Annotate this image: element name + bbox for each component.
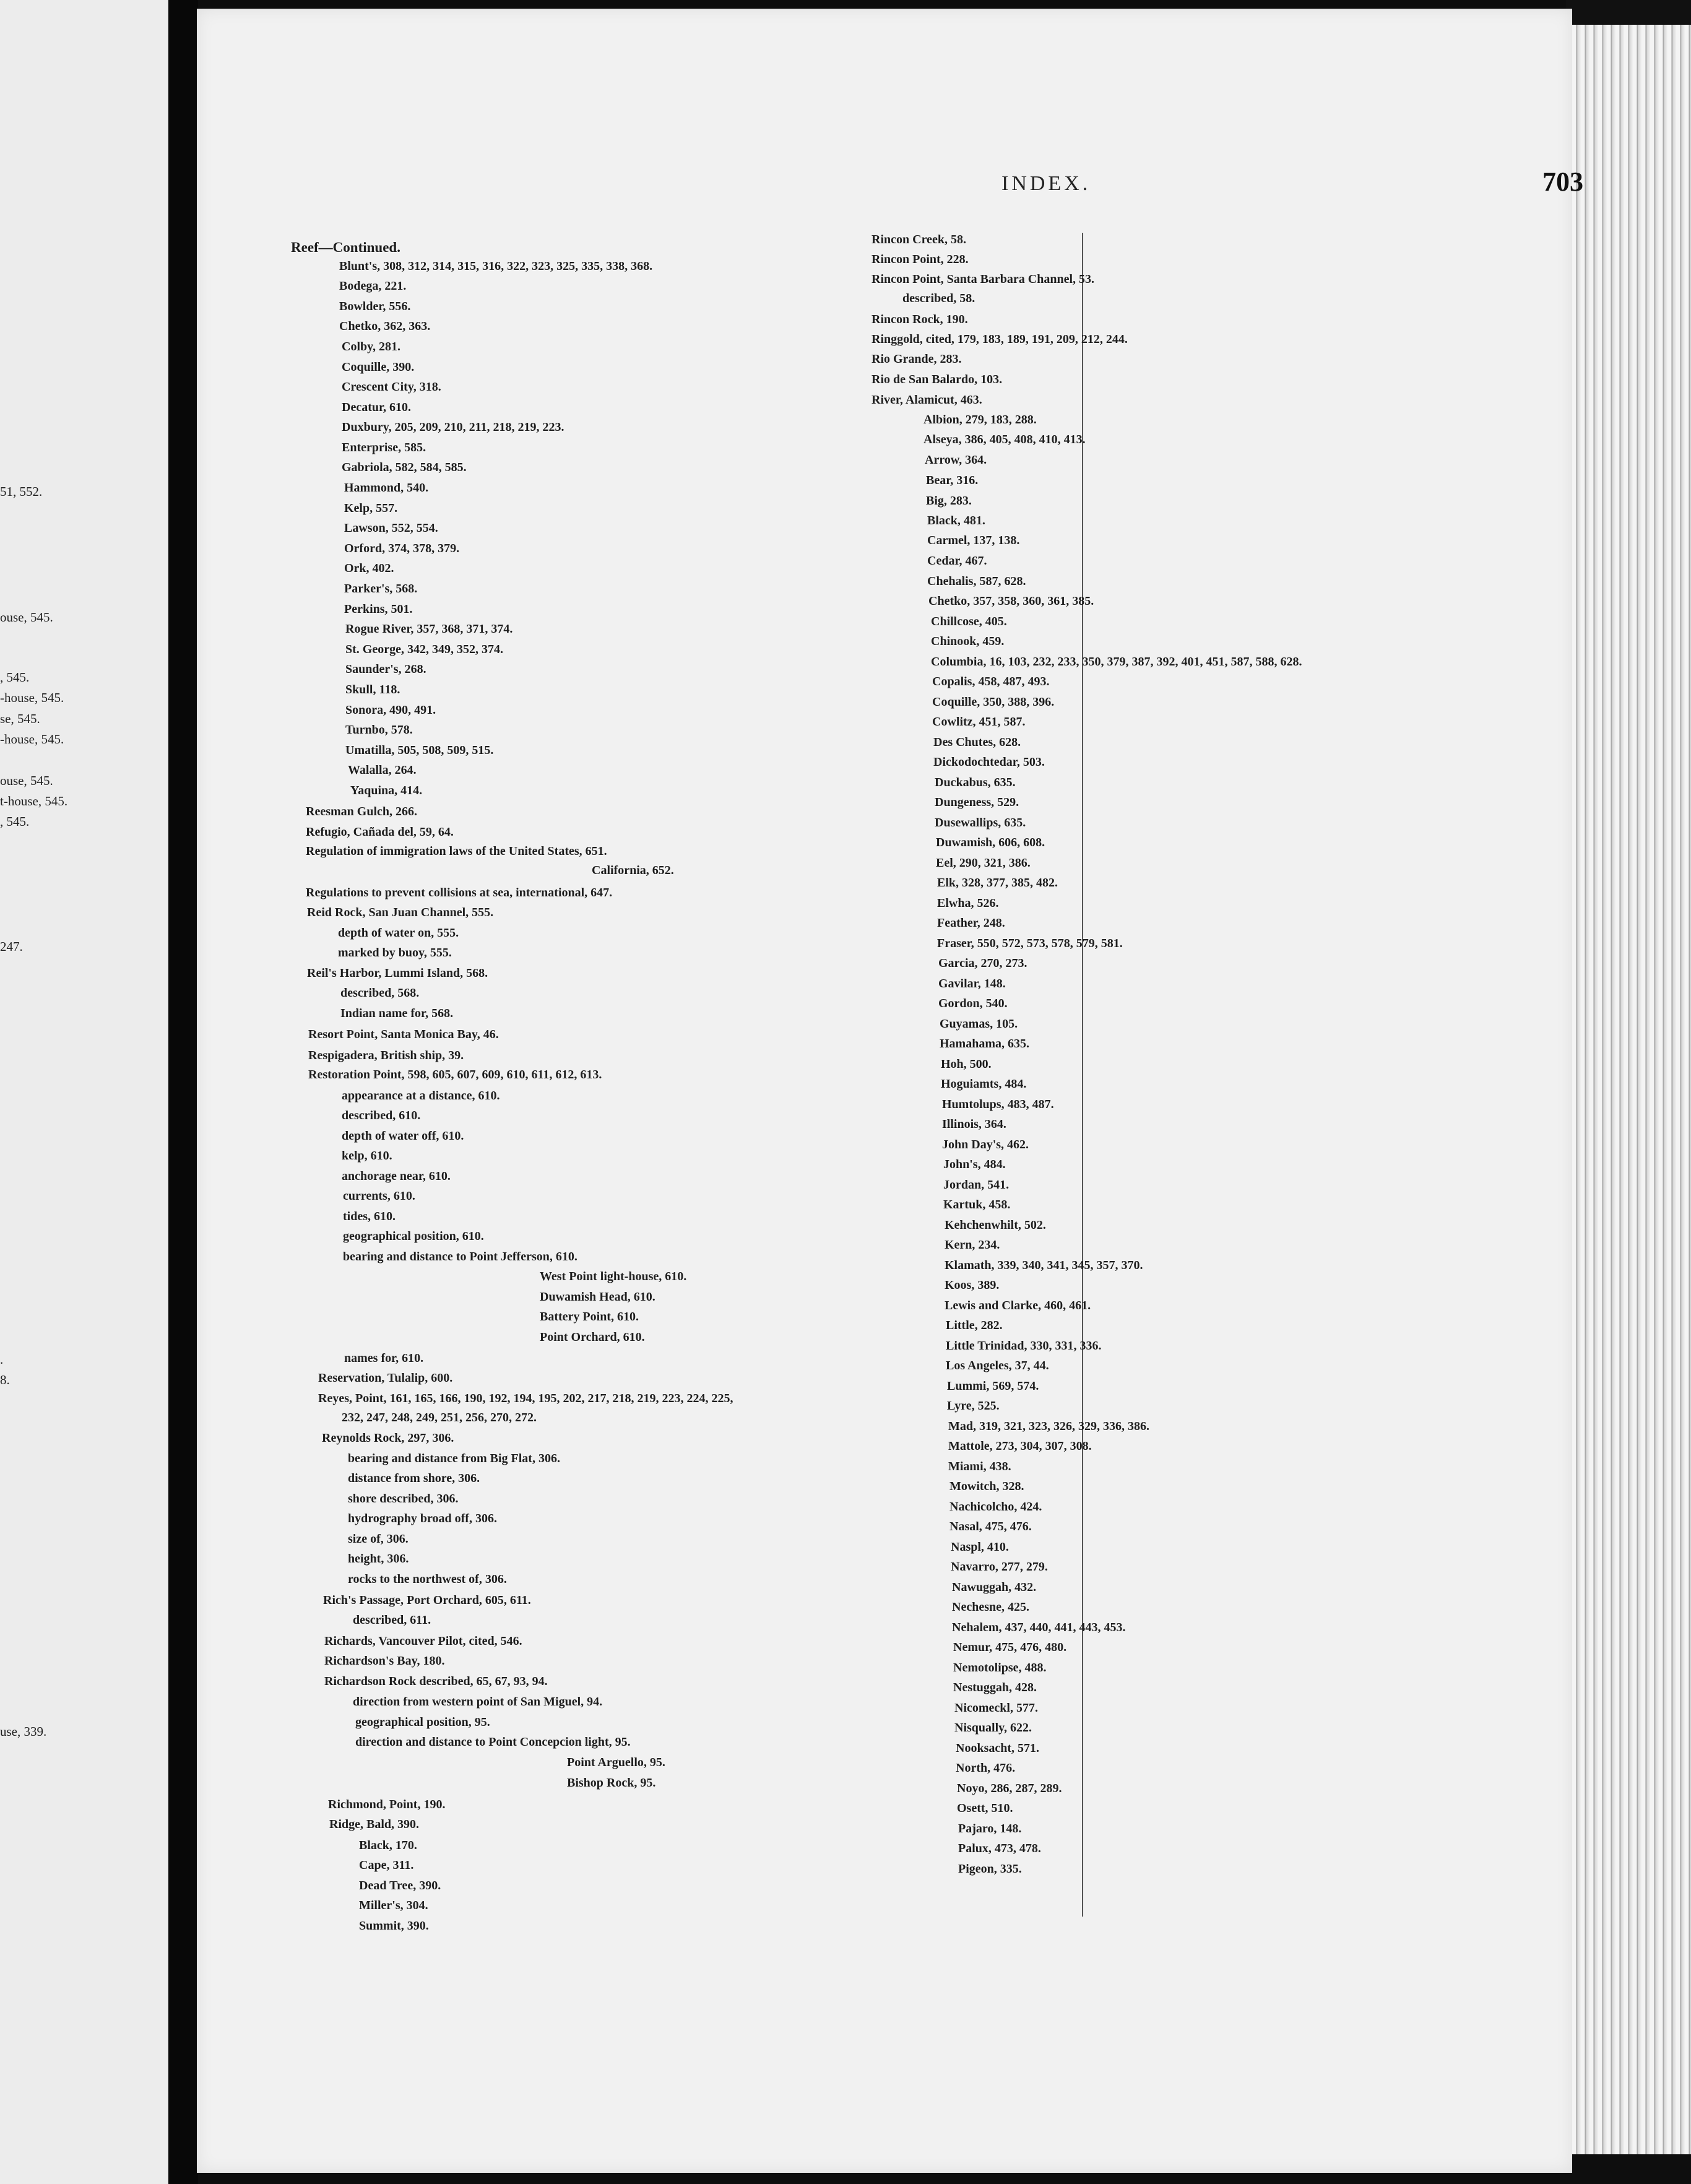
index-left-entry: Indian name for, 568.	[340, 1007, 454, 1020]
index-left-entry: geographical position, 95.	[355, 1715, 490, 1729]
index-right-entry: Rincon Creek, 58.	[871, 233, 966, 246]
index-left-entry: California, 652.	[592, 864, 674, 877]
index-left-entry: Bodega, 221.	[339, 279, 407, 293]
index-left-entry: Turnbo, 578.	[345, 723, 413, 737]
index-right-entry: Dungeness, 529.	[935, 795, 1019, 809]
index-left-entry: Reid Rock, San Juan Channel, 555.	[307, 906, 494, 919]
index-right-entry: Chinook, 459.	[931, 635, 1005, 648]
index-left-entry: Rogue River, 357, 368, 371, 374.	[345, 622, 513, 636]
index-right-entry: Lyre, 525.	[947, 1399, 1000, 1413]
index-right-entry: Chehalis, 587, 628.	[927, 574, 1026, 588]
index-left-entry: tides, 610.	[343, 1210, 396, 1223]
previous-page-fragment: ouse, 545.	[0, 773, 53, 788]
index-left-entry: Ridge, Bald, 390.	[329, 1818, 420, 1831]
index-right-entry: Big, 283.	[926, 494, 972, 508]
index-right-entry: North, 476.	[956, 1761, 1016, 1775]
index-left-entry: Yaquina, 414.	[350, 784, 423, 797]
index-right-entry: Arrow, 364.	[925, 453, 987, 467]
index-right-entry: Kehchenwhilt, 502.	[945, 1218, 1046, 1232]
index-left-entry: Skull, 118.	[345, 683, 400, 696]
index-left-entry: Point Arguello, 95.	[567, 1756, 665, 1769]
index-right-entry: Carmel, 137, 138.	[927, 534, 1020, 547]
index-left-entry: Summit, 390.	[359, 1919, 429, 1933]
index-right-entry: Guyamas, 105.	[940, 1017, 1018, 1031]
index-left-entry: Regulations to prevent collisions at sea, international, 647.	[306, 886, 613, 899]
index-left-entry: West Point light-house, 610.	[540, 1270, 687, 1283]
index-right-entry: Little, 282.	[946, 1319, 1003, 1332]
index-right-entry: Nachicolcho, 424.	[949, 1500, 1042, 1514]
index-right-entry: Jordan, 541.	[943, 1178, 1010, 1192]
index-left-entry: Parker's, 568.	[344, 582, 418, 596]
index-left-entry: Crescent City, 318.	[342, 380, 441, 394]
index-right-entry: Elwha, 526.	[937, 896, 999, 910]
index-right-entry: Lewis and Clarke, 460, 461.	[945, 1299, 1091, 1312]
index-right-entry: Mattole, 273, 304, 307, 308.	[948, 1439, 1092, 1453]
previous-page-fragment: -house, 545.	[0, 732, 64, 747]
index-right-entry: Feather, 248.	[937, 916, 1005, 930]
book-gutter	[168, 0, 198, 2184]
index-right-entry: Rio de San Balardo, 103.	[871, 373, 1003, 386]
index-left-entry: Blunt's, 308, 312, 314, 315, 316, 322, 323, 325, 335, 338, 368.	[339, 259, 653, 273]
index-right-entry: Rio Grande, 283.	[871, 352, 962, 366]
index-left-entry: height, 306.	[348, 1552, 409, 1566]
index-left-entry: shore described, 306.	[348, 1492, 459, 1506]
index-right-entry: described, 58.	[902, 292, 975, 305]
index-left-entry: Perkins, 501.	[344, 602, 413, 616]
index-right-entry: Rincon Point, Santa Barbara Channel, 53.	[871, 272, 1095, 286]
index-left-entry: Richmond, Point, 190.	[328, 1798, 446, 1811]
index-left-entry: Sonora, 490, 491.	[345, 703, 436, 717]
index-right-entry: Los Angeles, 37, 44.	[946, 1359, 1049, 1372]
index-left-entry: Coquille, 390.	[342, 360, 415, 374]
page-number: 703	[1542, 167, 1583, 197]
index-right-entry: Osett, 510.	[957, 1801, 1013, 1815]
page-header-title: INDEX.	[1001, 172, 1091, 195]
index-right-entry: John's, 484.	[943, 1158, 1006, 1171]
previous-page-fragment: se, 545.	[0, 711, 40, 726]
index-right-entry: Eel, 290, 321, 386.	[936, 856, 1031, 870]
previous-page-fragment: 51, 552.	[0, 484, 43, 499]
index-left-entry: described, 611.	[353, 1613, 431, 1627]
index-left-entry: Bishop Rock, 95.	[567, 1776, 656, 1790]
index-left-entry: depth of water on, 555.	[338, 926, 459, 940]
index-right-entry: Bear, 316.	[926, 474, 979, 487]
index-left-entry: described, 568.	[340, 986, 420, 1000]
index-right-entry: Cowlitz, 451, 587.	[932, 715, 1026, 729]
index-right-entry: Noyo, 286, 287, 289.	[957, 1782, 1062, 1795]
index-left-entry: marked by buoy, 555.	[338, 946, 452, 960]
index-left-entry: Reesman Gulch, 266.	[306, 805, 417, 818]
index-left-entry: described, 610.	[342, 1109, 421, 1122]
index-left-entry: Enterprise, 585.	[342, 441, 426, 454]
index-right-entry: Miami, 438.	[948, 1460, 1011, 1473]
index-left-entry: Dead Tree, 390.	[359, 1879, 441, 1892]
index-right-entry: Nehalem, 437, 440, 441, 443, 453.	[952, 1621, 1126, 1634]
previous-page-fragment: ouse, 545.	[0, 610, 53, 625]
index-left-entry: Richards, Vancouver Pilot, cited, 546.	[324, 1634, 522, 1648]
index-right-entry: Nawuggah, 432.	[952, 1580, 1037, 1594]
index-left-entry: Reil's Harbor, Lummi Island, 568.	[307, 966, 488, 980]
index-left-entry: Miller's, 304.	[359, 1899, 428, 1912]
index-right-entry: Albion, 279, 183, 288.	[923, 413, 1037, 427]
index-right-entry: Lummi, 569, 574.	[947, 1379, 1039, 1393]
index-left-entry: direction from western point of San Miguel, 94.	[353, 1695, 603, 1709]
index-right-entry: Illinois, 364.	[942, 1117, 1006, 1131]
previous-page-edge	[0, 0, 168, 2184]
index-left-entry: currents, 610.	[343, 1189, 415, 1203]
index-right-entry: Hoguiamts, 484.	[941, 1077, 1027, 1091]
index-left-entry: Duxbury, 205, 209, 210, 211, 218, 219, 223.	[342, 420, 564, 434]
index-right-entry: Coquille, 350, 388, 396.	[932, 695, 1055, 709]
index-right-entry: Gordon, 540.	[938, 997, 1008, 1010]
previous-page-fragment: use, 339.	[0, 1724, 47, 1739]
index-left-entry: Bowlder, 556.	[339, 300, 411, 313]
index-right-entry: Elk, 328, 377, 385, 482.	[937, 876, 1058, 890]
index-left-entry: Reef—Continued.	[291, 240, 400, 255]
previous-page-fragment: , 545.	[0, 814, 30, 829]
index-left-entry: Decatur, 610.	[342, 401, 412, 414]
previous-page-fragment: .	[0, 1352, 4, 1367]
index-left-entry: Lawson, 552, 554.	[344, 521, 438, 535]
index-left-entry: kelp, 610.	[342, 1149, 392, 1163]
index-right-entry: Alseya, 386, 405, 408, 410, 413.	[923, 433, 1086, 446]
previous-page-fragment: t-house, 545.	[0, 794, 68, 808]
index-right-entry: Rincon Point, 228.	[871, 253, 969, 266]
index-right-entry: Copalis, 458, 487, 493.	[932, 675, 1050, 688]
index-left-entry: bearing and distance from Big Flat, 306.	[348, 1452, 560, 1465]
index-right-entry: Rincon Rock, 190.	[871, 313, 968, 326]
index-right-entry: Fraser, 550, 572, 573, 578, 579, 581.	[937, 937, 1123, 950]
index-left-entry: Umatilla, 505, 508, 509, 515.	[345, 743, 494, 757]
index-left-entry: Hammond, 540.	[344, 481, 429, 495]
index-left-entry: size of, 306.	[348, 1532, 409, 1546]
index-left-entry: Chetko, 362, 363.	[339, 319, 431, 333]
index-left-entry: Ork, 402.	[344, 561, 394, 575]
index-right-entry: Humtolups, 483, 487.	[942, 1098, 1054, 1111]
index-right-entry: Chillcose, 405.	[931, 615, 1007, 628]
index-right-entry: Dusewallips, 635.	[935, 816, 1026, 830]
page-edges	[1572, 25, 1691, 2154]
index-page	[197, 9, 1583, 2173]
index-right-entry: Columbia, 16, 103, 232, 233, 350, 379, 387, 392, 401, 451, 587, 588, 628.	[931, 655, 1302, 669]
index-left-entry: Restoration Point, 598, 605, 607, 609, 610, 611, 612, 613.	[308, 1068, 602, 1081]
previous-page-fragment: 8.	[0, 1372, 10, 1387]
index-left-entry: Rich's Passage, Port Orchard, 605, 611.	[323, 1593, 531, 1607]
index-right-entry: Nasal, 475, 476.	[949, 1520, 1032, 1533]
index-right-entry: Duwamish, 606, 608.	[936, 836, 1045, 849]
index-right-entry: Duckabus, 635.	[935, 776, 1016, 789]
index-right-entry: Pajaro, 148.	[958, 1822, 1022, 1835]
index-left-entry: St. George, 342, 349, 352, 374.	[345, 643, 503, 656]
page-edges-shadow	[1566, 0, 1691, 25]
index-right-entry: Nemotolipse, 488.	[953, 1661, 1047, 1675]
index-left-entry: Cape, 311.	[359, 1858, 414, 1872]
index-right-entry: Pigeon, 335.	[958, 1862, 1022, 1876]
index-left-entry: bearing and distance to Point Jefferson, 610.	[343, 1250, 577, 1263]
index-left-entry: Colby, 281.	[342, 340, 401, 353]
index-left-entry: Duwamish Head, 610.	[540, 1290, 655, 1304]
previous-page-fragment: -house, 545.	[0, 690, 64, 705]
previous-page-fragment: , 545.	[0, 670, 30, 685]
index-right-entry: Nooksacht, 571.	[956, 1741, 1040, 1755]
index-right-entry: Dickodochtedar, 503.	[933, 755, 1045, 769]
index-left-entry: geographical position, 610.	[343, 1229, 484, 1243]
index-right-entry: Nechesne, 425.	[952, 1600, 1029, 1614]
index-right-entry: Des Chutes, 628.	[933, 735, 1021, 749]
index-right-entry: Little Trinidad, 330, 331, 336.	[946, 1339, 1102, 1353]
index-right-entry: Naspl, 410.	[951, 1540, 1009, 1554]
index-left-entry: anchorage near, 610.	[342, 1169, 451, 1183]
index-left-entry: Reyes, Point, 161, 165, 166, 190, 192, 194, 195, 202, 217, 218, 219, 223, 224, 225,	[318, 1392, 733, 1405]
index-left-entry: Battery Point, 610.	[540, 1310, 639, 1324]
index-right-entry: Nisqually, 622.	[954, 1721, 1032, 1735]
index-left-entry: Kelp, 557.	[344, 501, 398, 515]
index-left-entry: rocks to the northwest of, 306.	[348, 1572, 507, 1586]
index-right-entry: Black, 481.	[927, 514, 985, 527]
index-left-entry: Reservation, Tulalip, 600.	[318, 1371, 453, 1385]
index-left-entry: distance from shore, 306.	[348, 1471, 480, 1485]
index-right-entry: Navarro, 277, 279.	[951, 1560, 1048, 1574]
index-right-entry: Gavilar, 148.	[938, 977, 1006, 990]
index-left-entry: direction and distance to Point Concepcion light, 95.	[355, 1735, 631, 1749]
index-left-entry: 232, 247, 248, 249, 251, 256, 270, 272.	[342, 1411, 537, 1424]
index-right-entry: Koos, 389.	[945, 1278, 1000, 1292]
column-divider	[1082, 233, 1083, 1917]
index-right-entry: Mowitch, 328.	[949, 1480, 1024, 1493]
index-right-entry: Hoh, 500.	[941, 1057, 992, 1071]
index-right-entry: Hamahama, 635.	[940, 1037, 1029, 1051]
index-left-entry: names for, 610.	[344, 1351, 424, 1365]
index-right-entry: Kern, 234.	[945, 1238, 1000, 1252]
index-left-entry: Richardson's Bay, 180.	[324, 1654, 445, 1668]
index-left-entry: Respigadera, British ship, 39.	[308, 1049, 464, 1062]
index-right-entry: Klamath, 339, 340, 341, 345, 357, 370.	[945, 1259, 1143, 1272]
index-left-entry: Black, 170.	[359, 1839, 417, 1852]
index-left-entry: Richardson Rock described, 65, 67, 93, 94.	[324, 1675, 548, 1688]
index-right-entry: John Day's, 462.	[942, 1138, 1029, 1151]
index-right-entry: Nemur, 475, 476, 480.	[953, 1640, 1067, 1654]
index-right-entry: Ringgold, cited, 179, 183, 189, 191, 209, 212, 244.	[871, 332, 1128, 346]
index-left-entry: Refugio, Cañada del, 59, 64.	[306, 825, 454, 839]
index-left-entry: Point Orchard, 610.	[540, 1330, 645, 1344]
index-left-entry: appearance at a distance, 610.	[342, 1089, 500, 1103]
index-left-entry: Reynolds Rock, 297, 306.	[322, 1431, 454, 1445]
index-left-entry: Gabriola, 582, 584, 585.	[342, 461, 467, 474]
index-left-entry: Resort Point, Santa Monica Bay, 46.	[308, 1028, 499, 1041]
index-left-entry: Regulation of immigration laws of the United States, 651.	[306, 844, 607, 858]
previous-page-fragment: 247.	[0, 939, 23, 954]
index-right-entry: Cedar, 467.	[927, 554, 987, 568]
index-left-entry: Saunder's, 268.	[345, 662, 426, 676]
index-right-entry: Nicomeckl, 577.	[954, 1701, 1038, 1715]
index-left-entry: hydrography broad off, 306.	[348, 1512, 497, 1525]
index-left-entry: depth of water off, 610.	[342, 1129, 464, 1143]
index-right-entry: Garcia, 270, 273.	[938, 956, 1027, 970]
index-right-entry: Kartuk, 458.	[943, 1198, 1011, 1211]
index-right-entry: Mad, 319, 321, 323, 326, 329, 336, 386.	[948, 1419, 1149, 1433]
index-right-entry: Palux, 473, 478.	[958, 1842, 1041, 1855]
index-left-entry: Walalla, 264.	[348, 763, 417, 777]
index-right-entry: River, Alamicut, 463.	[871, 393, 982, 407]
index-right-entry: Chetko, 357, 358, 360, 361, 385.	[928, 594, 1094, 608]
index-right-entry: Nestuggah, 428.	[953, 1681, 1037, 1694]
index-left-entry: Orford, 374, 378, 379.	[344, 542, 460, 555]
